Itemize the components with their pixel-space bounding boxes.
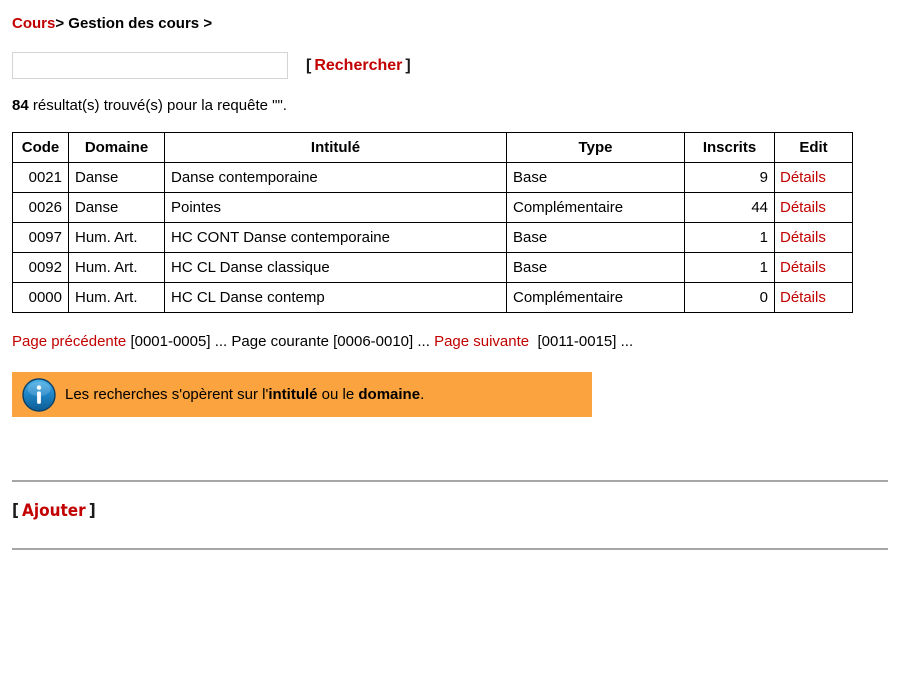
info-circle-icon [22, 378, 56, 412]
column-header-intitule: Intitulé [165, 133, 507, 163]
info-banner [12, 372, 592, 417]
cell-intitule: HC CL Danse classique [165, 253, 507, 283]
column-header-inscrits: Inscrits [685, 133, 775, 163]
cell-type: Base [507, 163, 685, 193]
info-text-part1: Les recherches s'opèrent sur l' [65, 385, 269, 403]
breadcrumb-current: Gestion des cours [68, 15, 200, 32]
details-link[interactable]: Détails [780, 229, 826, 246]
pagination-next-range: [0011-0015] [537, 333, 617, 350]
cell-type: Base [507, 253, 685, 283]
bracket-close-rechercher: ] [405, 56, 411, 74]
info-text-bold-domaine: domaine [358, 385, 421, 403]
info-text-bold-intitule: intitulé [268, 385, 318, 403]
bracket-close-ajouter: ] [88, 501, 96, 521]
cell-intitule: HC CONT Danse contemporaine [165, 223, 507, 253]
cell-inscrits: 1 [685, 223, 775, 253]
cell-type: Complémentaire [507, 283, 685, 313]
info-text-part2: ou le [317, 385, 359, 403]
page-root [0, 14, 900, 550]
cell-code: 0026 [13, 193, 69, 223]
divider-top [12, 480, 888, 482]
pagination-ellipsis-3: ... [620, 333, 634, 350]
cell-edit [775, 193, 853, 223]
cell-domaine: Hum. Art. [69, 253, 165, 283]
pagination-previous-range: [0001-0005] [130, 333, 211, 350]
details-link[interactable]: Détails [780, 169, 826, 186]
search-row [12, 51, 888, 80]
table-row [13, 283, 853, 313]
column-header-code: Code [13, 133, 69, 163]
result-count [12, 96, 888, 116]
search-submit-group [306, 56, 411, 76]
info-text-part3: . [420, 385, 425, 403]
pagination-ellipsis-1: ... [214, 333, 228, 350]
cell-type: Base [507, 223, 685, 253]
cell-domaine: Danse [69, 193, 165, 223]
cell-edit [775, 253, 853, 283]
column-header-type: Type [507, 133, 685, 163]
search-button[interactable]: Rechercher [314, 56, 403, 74]
cell-intitule: Danse contemporaine [165, 163, 507, 193]
cell-domaine: Hum. Art. [69, 283, 165, 313]
pagination-ellipsis-2: ... [417, 333, 430, 350]
table-row [13, 193, 853, 223]
cell-code: 0000 [13, 283, 69, 313]
column-header-edit: Edit [775, 133, 853, 163]
cell-code: 0021 [13, 163, 69, 193]
cell-code: 0092 [13, 253, 69, 283]
cell-edit [775, 283, 853, 313]
add-button[interactable]: Ajouter [22, 501, 86, 521]
cell-domaine: Hum. Art. [69, 223, 165, 253]
table-row [13, 223, 853, 253]
bracket-open-ajouter: [ [12, 501, 19, 521]
cell-edit [775, 223, 853, 253]
cell-inscrits: 44 [685, 193, 775, 223]
details-link[interactable]: Détails [780, 199, 826, 216]
info-banner-text [65, 386, 424, 404]
pagination [12, 332, 888, 352]
divider-bottom [12, 548, 888, 550]
cell-intitule: HC CL Danse contemp [165, 283, 507, 313]
results-table [12, 132, 853, 313]
cell-intitule: Pointes [165, 193, 507, 223]
breadcrumb-separator-2: > [203, 15, 213, 32]
breadcrumb [12, 14, 888, 34]
cell-inscrits: 1 [685, 253, 775, 283]
column-header-domaine: Domaine [69, 133, 165, 163]
cell-domaine: Danse [69, 163, 165, 193]
table-header-row [13, 133, 853, 163]
pagination-next-link[interactable]: Page suivante [434, 333, 530, 350]
breadcrumb-separator-1: > [55, 15, 65, 32]
cell-edit [775, 163, 853, 193]
table-body [13, 163, 853, 313]
result-count-text: résultat(s) trouvé(s) pour la requête "". [32, 97, 287, 114]
cell-inscrits: 9 [685, 163, 775, 193]
pagination-previous-link[interactable]: Page précédente [12, 333, 127, 350]
search-input[interactable] [12, 52, 288, 79]
details-link[interactable]: Détails [780, 259, 826, 276]
table-row [13, 163, 853, 193]
result-count-number: 84 [12, 97, 29, 114]
cell-code: 0097 [13, 223, 69, 253]
pagination-current-label: Page courante [231, 333, 329, 350]
cell-inscrits: 0 [685, 283, 775, 313]
details-link[interactable]: Détails [780, 289, 826, 306]
breadcrumb-link-cours[interactable]: Cours [12, 15, 56, 32]
pagination-current-range: [0006-0010] [333, 333, 414, 350]
cell-type: Complémentaire [507, 193, 685, 223]
table-row [13, 253, 853, 283]
bracket-open-rechercher: [ [306, 56, 312, 74]
add-action-group [12, 501, 888, 521]
